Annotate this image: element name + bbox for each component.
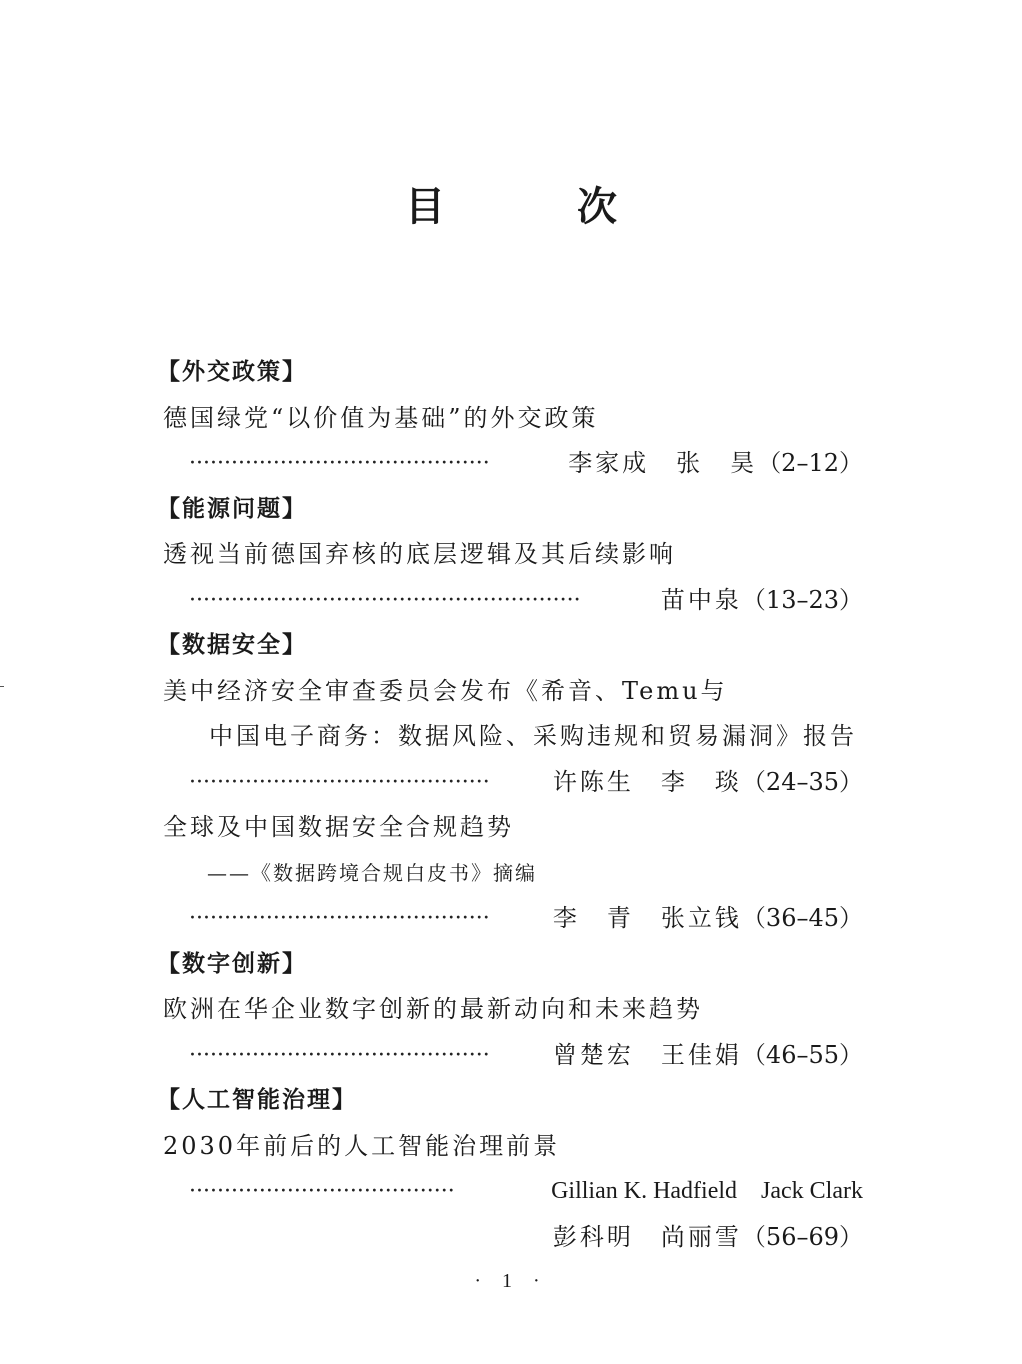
leader-dots: ······································	[189, 1179, 455, 1204]
article-pages: （36–45）	[741, 904, 863, 932]
section-heading: 【数字创新】	[157, 950, 307, 977]
article-authors: 曾楚宏 王佳娟	[552, 1040, 742, 1069]
article-title[interactable]: 欧洲在华企业数字创新的最新动向和未来趋势	[163, 995, 703, 1023]
article-subtitle: ——《数据跨境合规白皮书》摘编	[207, 860, 537, 885]
article-pages: （2–12）	[757, 449, 863, 477]
article-authors: Gillian K. Hadfield Jack Clark	[551, 1178, 863, 1204]
leader-dots: ···········································	[189, 769, 490, 795]
article-title[interactable]: 美中经济安全审查委员会发布《希音、Temu与	[163, 676, 728, 705]
article-title[interactable]: 全球及中国数据安全合规趋势	[163, 813, 514, 841]
article-authors: 李 青 张立钱	[552, 904, 742, 932]
section-heading: 【数据安全】	[157, 632, 307, 658]
article-title[interactable]: 德国绿党“以价值为基础”的外交政策	[163, 403, 599, 432]
article-title-continued[interactable]: 中国电子商务：数据风险、采购违规和贸易漏洞》报告	[209, 722, 857, 750]
article-pages: （46–55）	[741, 1040, 863, 1069]
article-authors: 苗中泉	[660, 585, 742, 614]
article-leader-line[interactable]	[163, 760, 863, 806]
margin-mark	[0, 686, 4, 687]
section-heading: 【人工智能治理】	[157, 1087, 357, 1113]
article-authors: 李家成 张 昊	[568, 449, 758, 477]
article-leader-line[interactable]	[163, 441, 863, 487]
article-translators: 彭科明 尚丽雪	[552, 1222, 742, 1251]
article-title[interactable]: 透视当前德国弃核的底层逻辑及其后续影响	[163, 540, 676, 568]
article-leader-line[interactable]	[163, 1033, 863, 1079]
article-authors: 许陈生 李 琰	[552, 767, 742, 796]
article-leader-line[interactable]	[163, 1169, 863, 1215]
leader-dots: ···········································	[189, 1042, 490, 1068]
section-heading: 【外交政策】	[157, 359, 307, 385]
section-heading: 【能源问题】	[157, 495, 307, 522]
leader-dots: ························································	[189, 587, 581, 613]
article-authors-line[interactable]	[163, 1215, 863, 1261]
page-number: · 1 ·	[474, 1270, 548, 1292]
table-of-contents	[157, 350, 863, 1260]
article-pages: （24–35）	[741, 767, 863, 796]
page-title: 目 次	[405, 184, 663, 230]
leader-dots: ···········································	[189, 451, 490, 476]
article-pages: （13–23）	[741, 585, 863, 614]
article-leader-line[interactable]	[163, 578, 863, 624]
leader-dots: ···········································	[189, 906, 490, 931]
article-pages: （56–69）	[741, 1222, 863, 1251]
article-title[interactable]: 2030年前后的人工智能治理前景	[163, 1131, 561, 1160]
article-leader-line[interactable]	[163, 896, 863, 942]
